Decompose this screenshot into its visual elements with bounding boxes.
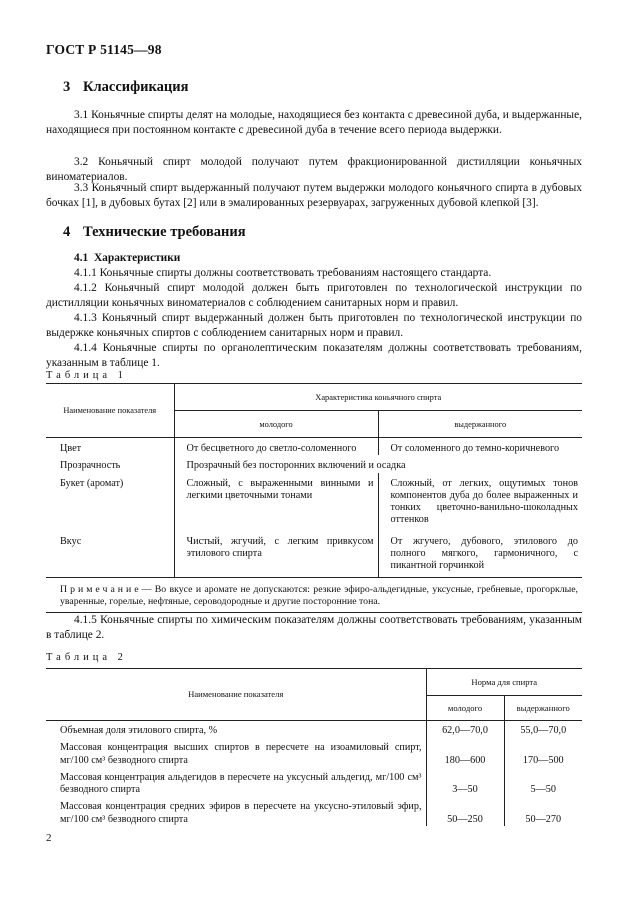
- page-number: 2: [46, 832, 52, 844]
- row-name: Прозрачность: [60, 460, 121, 472]
- row-name: Объемная доля этилового спирта, %: [60, 725, 218, 736]
- paragraph-text: Коньячный спирт молодой должен быть приготовлен по технологической инструкции по дистилляции коньячных виноматериалов с соблюдением санитарных норм и правил.: [46, 282, 582, 310]
- row-aged: От соломенного до темно-коричневого: [378, 438, 582, 456]
- paragraph-number: 4.1.4: [74, 342, 97, 354]
- section-title: Классификация: [83, 79, 189, 95]
- table-header-group: Характеристика коньячного спирта: [174, 384, 582, 411]
- paragraph-4-1-1: [46, 266, 582, 281]
- paragraph-4-1-2: [46, 281, 582, 312]
- paragraph-text: Коньячные спирты делят на молодые, находящиеся без контакта с древесиной дуба, и выдержанные, находящиеся при постоянном контакте с древесиной дуба в течение всего периода выдержки.: [46, 109, 582, 137]
- table-row: [46, 721, 582, 738]
- row-aged: 170—500: [504, 737, 582, 767]
- row-name: Массовая концентрация средних эфиров в пересчете на уксусно-этиловый эфир, мг/100 см³ безводного спирта: [60, 801, 422, 825]
- paragraph-number: 4.1.3: [74, 312, 97, 324]
- row-aged: 5—50: [504, 767, 582, 797]
- table-header-young: молодого: [426, 696, 504, 721]
- paragraph-4-1-3: [46, 311, 582, 342]
- table-1: [46, 383, 582, 613]
- section-number: 4: [63, 224, 71, 240]
- table-1-caption: Таблица 1: [46, 370, 127, 381]
- section-number: 3: [63, 79, 71, 95]
- row-aged: 50—270: [504, 796, 582, 826]
- table-row: [46, 767, 582, 797]
- section-4-heading: [63, 224, 246, 241]
- row-name: Букет (аромат): [60, 477, 124, 489]
- paragraph-text: Коньячный спирт выдержанный должен быть приготовлен по технологической инструкции по выдержке коньячных спиртов с соблюдением санитарных норм и правил.: [46, 312, 582, 340]
- table-header-young: молодого: [174, 411, 378, 438]
- table-row: [46, 527, 582, 577]
- paragraph-text: Коньячные спирты по органолептическим показателям должны соответствовать требованиям, указанным в таблице 1.: [46, 342, 582, 370]
- subsection-number: 4.1: [74, 252, 89, 264]
- row-young: Сложный, с выраженными винными и легкими цветочными тонами: [174, 473, 378, 527]
- paragraph-text: Коньячные спирты должны соответствовать требованиям настоящего стандарта.: [99, 267, 492, 279]
- paragraph-3-1: [46, 108, 582, 139]
- table-row: [46, 737, 582, 767]
- paragraph-number: 3.2: [74, 156, 89, 168]
- row-name: Вкус: [60, 535, 82, 547]
- paragraph-text: Коньячные спирты по химическим показателям должны соответствовать требованиям, указанным в таблице 2.: [46, 614, 582, 642]
- table-row: [46, 438, 582, 456]
- subsection-4-1-heading: [74, 252, 180, 264]
- subsection-title: Характеристики: [93, 252, 181, 264]
- note-label: Примечание: [60, 583, 142, 595]
- paragraph-number: 4.1.1: [74, 267, 97, 279]
- table-header-name: Наименование показателя: [46, 669, 426, 721]
- row-young: 62,0—70,0: [426, 721, 504, 738]
- table-header-name: Наименование показателя: [46, 384, 174, 438]
- section-3-heading: [63, 79, 188, 96]
- row-aged: 55,0—70,0: [504, 721, 582, 738]
- row-name: Массовая концентрация альдегидов в пересчете на уксусный альдегид, мг/100 см³ безводного спирта: [60, 771, 422, 796]
- row-merged: Прозрачный без посторонних включений и осадка: [174, 455, 582, 472]
- paragraph-4-1-4: [46, 341, 582, 372]
- table-header-group: Норма для спирта: [426, 669, 582, 696]
- paragraph-3-3: [46, 181, 582, 212]
- section-title: Технические требования: [83, 224, 246, 240]
- note-text: — Во вкусе и аромате не допускаются: резкие эфиро-альдегидные, уксусные, гребневые, прогорклые, уваренные, горелые, нефтяные, сероводородные и другие посторонние тона.: [60, 583, 578, 607]
- row-aged: Сложный, от легких, ощутимых тонов компонентов дуба до более выраженных и тонких цветочно-ванильно-шоколадных оттенков: [378, 473, 582, 527]
- paragraph-number: 3.3: [74, 182, 89, 194]
- table-1-note: [46, 577, 582, 613]
- row-aged: От жгучего, дубового, этилового до полного мягкого, гармоничного, с пикантной горчинкой: [378, 527, 582, 577]
- row-young: 3—50: [426, 767, 504, 797]
- paragraph-text: Коньячный спирт выдержанный получают путем выдержки молодого коньячного спирта в дубовых бочках [1], в дубовых бутах [2] или в эмалированных резервуарах, загруженных дубовой клепкой [3].: [46, 182, 582, 210]
- table-2-caption: Таблица 2: [46, 652, 127, 663]
- row-young: От бесцветного до светло-соломенного: [174, 438, 378, 456]
- paragraph-text: Коньячный спирт молодой получают путем фракционированной дистилляции коньячных виноматериалов.: [46, 156, 582, 184]
- paragraph-number: 3.1: [74, 109, 89, 121]
- row-young: 50—250: [426, 796, 504, 826]
- row-name: Массовая концентрация высших спиртов в пересчете на изоамиловый спирт, мг/100 см³ безводного спирта: [60, 742, 422, 766]
- paragraph-number: 4.1.5: [74, 614, 97, 626]
- table-row: [46, 455, 582, 472]
- table-row: [46, 796, 582, 826]
- paragraph-number: 4.1.2: [74, 282, 97, 294]
- row-young: 180—600: [426, 737, 504, 767]
- table-2: [46, 668, 582, 826]
- row-young: Чистый, жгучий, с легким привкусом этилового спирта: [174, 527, 378, 577]
- paragraph-4-1-5: [46, 613, 582, 644]
- document-header: ГОСТ Р 51145—98: [46, 42, 162, 57]
- table-header-aged: выдержанного: [378, 411, 582, 438]
- table-header-aged: выдержанного: [504, 696, 582, 721]
- table-row: [46, 473, 582, 527]
- row-name: Цвет: [60, 443, 82, 454]
